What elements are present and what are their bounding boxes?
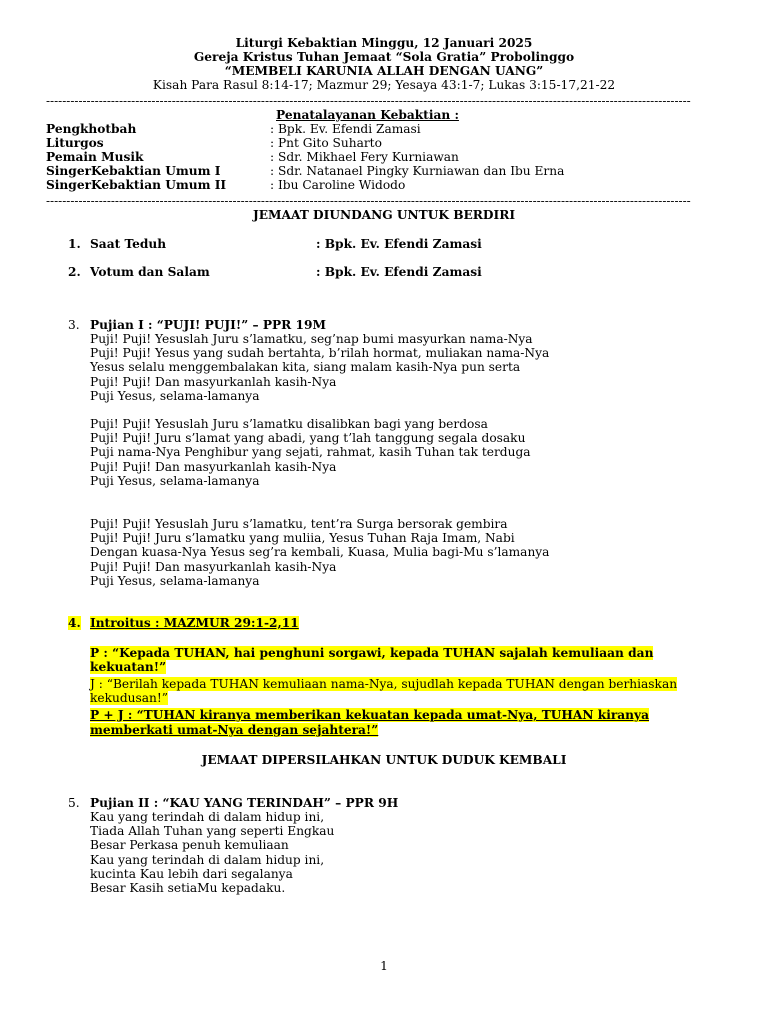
hymn-verse (90, 810, 334, 895)
item-label: Votum dan Salam (90, 265, 210, 279)
servant-name: : Sdr. Natanael Pingky Kurniawan dan Ibu Erna (270, 164, 565, 178)
lyric-line: Kau yang terindah di dalam hidup ini, (90, 852, 325, 867)
lyric-line: Puji nama-Nya Penghibur yang sejati, rahmat, kasih Tuhan tak terduga (90, 445, 531, 460)
lyric-line: Puji Yesus, selama-lamanya (90, 573, 260, 588)
lyric-line: Tiada Allah Tuhan yang seperti Engkau (90, 824, 335, 839)
servants-heading: Penatalayanan Kebaktian : (276, 108, 459, 122)
item-number: 5. (68, 796, 80, 810)
item-number: 4. (68, 616, 81, 630)
introitus-title: Introitus : MAZMUR 29:1-2,11 (90, 616, 299, 630)
servant-role: SingerKebaktian Umum II (46, 178, 227, 192)
stand-instruction: JEMAAT DIUNDANG UNTUK BERDIRI (252, 208, 516, 222)
lyric-line: Kau yang terindah di dalam hidup ini, (90, 810, 325, 824)
hymn-title: Pujian II : “KAU YANG TERINDAH” – PPR 9H (90, 796, 399, 810)
hymn-title: Pujian I : “PUJI! PUJI!” – PPR 19M (90, 318, 326, 332)
lyric-line: Puji! Puji! Dan masyurkanlah kasih-Nya (90, 559, 337, 574)
item-leader: : Bpk. Ev. Efendi Zamasi (316, 265, 482, 279)
sit-instruction: JEMAAT DIPERSILAHKAN UNTUK DUDUK KEMBALI (201, 753, 567, 767)
lyric-line: Puji! Puji! Juru s’lamat yang abadi, yang t’lah tanggung segala dosaku (90, 431, 526, 446)
introitus-congregation-line: kekudusan!” (90, 691, 168, 705)
servant-role: Pemain Musik (46, 150, 144, 164)
bible-readings: Kisah Para Rasul 8:14-17; Mazmur 29; Yesaya 43:1-7; Lukas 3:15-17,21-22 (152, 78, 616, 92)
lyric-line: Yesus selalu menggembalakan kita, siang malam kasih-Nya pun serta (90, 360, 521, 375)
lyric-line: Dengan kuasa-Nya Yesus seg’ra kembali, Kuasa, Mulia bagi-Mu s’lamanya (90, 545, 550, 560)
church-name: Gereja Kristus Tuhan Jemaat “Sola Gratia” Probolinggo (193, 50, 575, 64)
item-leader: : Bpk. Ev. Efendi Zamasi (316, 237, 482, 251)
introitus-together-line: memberkati umat-Nya dengan sejahtera!” (90, 723, 379, 737)
hymn-verse (90, 332, 549, 403)
servant-name: : Sdr. Mikhael Fery Kurniawan (270, 150, 459, 164)
lyric-line: Besar Kasih setiaMu kepadaku. (90, 880, 286, 895)
doc-title: Liturgi Kebaktian Minggu, 12 Januari 2025 (235, 36, 533, 50)
separator-bottom: --------------------------------------------------------------------------------------------------------------------------------------------------------------- (46, 194, 691, 208)
hymn-verse (90, 517, 549, 588)
item-number: 1. (68, 237, 81, 251)
separator-top: --------------------------------------------------------------------------------------------------------------------------------------------------------------- (46, 94, 691, 108)
introitus-leader-line: kekuatan!” (90, 660, 167, 674)
servant-name: : Ibu Caroline Widodo (270, 178, 406, 192)
hymn-verse (90, 417, 531, 488)
lyric-line: Puji! Puji! Dan masyurkanlah kasih-Nya (90, 459, 337, 474)
servant-role: SingerKebaktian Umum I (46, 164, 221, 178)
lyric-line: Besar Perkasa penuh kemuliaan (90, 838, 289, 853)
introitus-together-line: P + J : “TUHAN kiranya memberikan kekuatan kepada umat-Nya, TUHAN kiranya (90, 708, 650, 722)
item-number: 3. (68, 318, 80, 332)
lyric-line: Puji! Puji! Yesuslah Juru s’lamatku disalibkan bagi yang berdosa (90, 417, 488, 431)
item-label: Saat Teduh (90, 237, 167, 251)
servant-role: Liturgos (46, 136, 104, 150)
servant-name: : Pnt Gito Suharto (270, 136, 382, 150)
lyric-line: kucinta Kau lebih dari segalanya (90, 866, 293, 881)
lyric-line: Puji! Puji! Yesuslah Juru s’lamatku, seg’nap bumi masyurkan nama-Nya (90, 332, 533, 346)
lyric-line: Puji! Puji! Yesuslah Juru s’lamatku, tent’ra Surga bersorak gembira (90, 517, 508, 531)
servant-role: Pengkhotbah (46, 122, 137, 136)
lyric-line: Puji! Puji! Juru s’lamatku yang muliia, Yesus Tuhan Raja Imam, Nabi (90, 531, 515, 546)
lyric-line: Puji! Puji! Yesus yang sudah bertahta, b’rilah hormat, muliakan nama-Nya (90, 346, 550, 361)
lyric-line: Puji Yesus, selama-lamanya (90, 473, 260, 488)
sermon-theme: “MEMBELI KARUNIA ALLAH DENGAN UANG” (224, 64, 544, 78)
servant-name: : Bpk. Ev. Efendi Zamasi (270, 122, 421, 136)
introitus-leader-line: P : “Kepada TUHAN, hai penghuni sorgawi, kepada TUHAN sajalah kemuliaan dan (90, 646, 654, 660)
item-number: 2. (68, 265, 81, 279)
lyric-line: Puji! Puji! Dan masyurkanlah kasih-Nya (90, 374, 337, 389)
lyric-line: Puji Yesus, selama-lamanya (90, 388, 260, 403)
introitus-congregation-line: J : “Berilah kepada TUHAN kemuliaan nama-Nya, sujudlah kepada TUHAN dengan berhiaskan (90, 677, 678, 691)
page-number: 1 (380, 959, 388, 973)
